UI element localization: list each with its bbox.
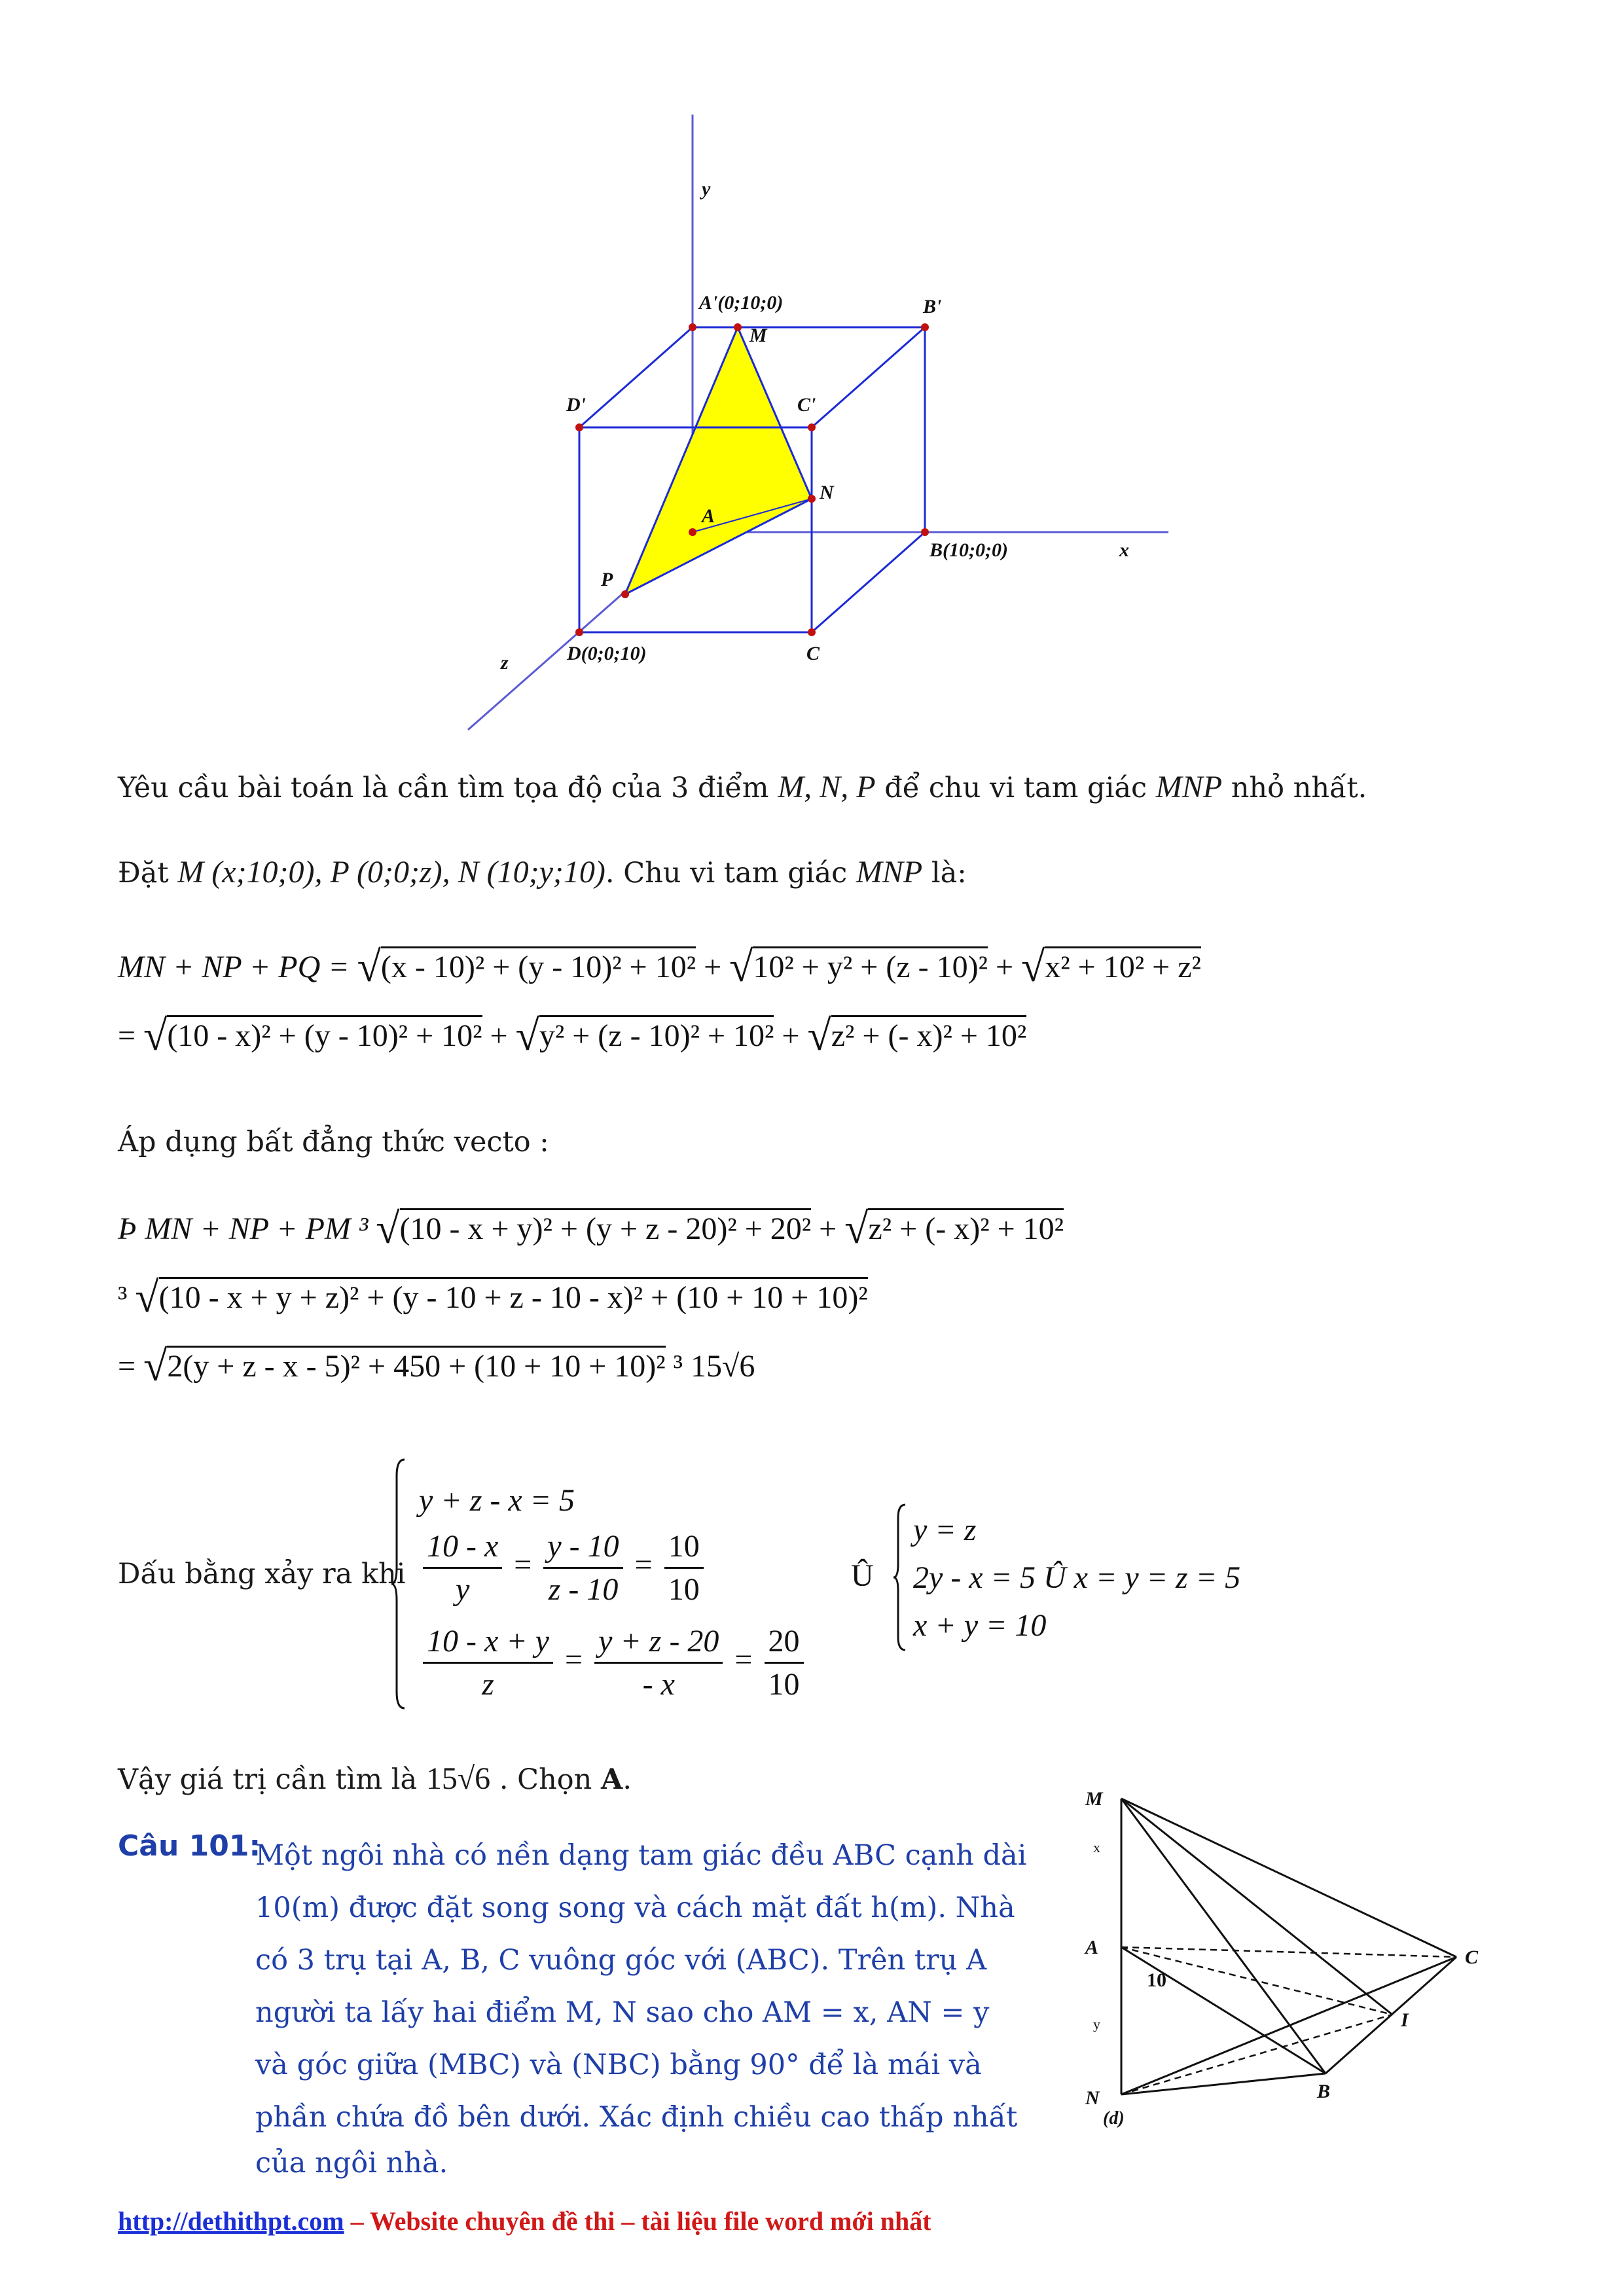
intro-text-c: nhỏ nhất. xyxy=(1231,772,1367,804)
label-z-axis: z xyxy=(501,652,509,673)
label-n: N xyxy=(820,482,834,503)
system1-row-1 xyxy=(419,1482,575,1518)
vertex-c-prime xyxy=(808,423,816,431)
eq2-lhs: = xyxy=(118,1018,136,1053)
system2-row-2-text: 2y - x = 5 xyxy=(913,1560,1036,1595)
sys1-f3-num: 10 xyxy=(664,1528,704,1569)
cube-edge xyxy=(812,532,925,632)
question-label-text: Câu 101: xyxy=(118,1829,261,1863)
intro-points: M, N, P xyxy=(778,770,876,804)
sys1-f2-num: y - 10 xyxy=(543,1528,623,1569)
roof-figure xyxy=(1074,1767,1492,2140)
question-line-2: 10(m) được đặt song song và cách mặt đất h(m). Nhà xyxy=(255,1892,1015,1924)
conclusion-end: . xyxy=(623,1763,632,1796)
eq1-plus-1: + xyxy=(704,950,722,984)
eq4-lhs: ³ xyxy=(118,1280,128,1315)
sys1-eq-3: = xyxy=(564,1642,583,1677)
eq1-root-3: x² + 10² + z² xyxy=(1045,946,1201,984)
eq1-root-1: (x - 10)² + (y - 10)² + 10² xyxy=(381,946,696,984)
question-line-3: có 3 trụ tại A, B, C vuông góc với (ABC). Trên trụ A xyxy=(255,1944,987,1977)
fig2-label-ten: 10 xyxy=(1147,1969,1166,1991)
point-n xyxy=(808,495,816,503)
question-label xyxy=(118,1829,261,1863)
system1-row-3 xyxy=(419,1623,808,1702)
segment-ac-dashed xyxy=(1121,1947,1456,1957)
system1-row-2 xyxy=(419,1528,708,1607)
sqrt-icon: √ xyxy=(135,1274,159,1321)
fig2-label-b: B xyxy=(1317,2081,1331,2102)
eq3-plus-1: + xyxy=(819,1211,837,1246)
cube-edge xyxy=(812,327,925,427)
sys1-eq-2: = xyxy=(634,1547,653,1583)
question-line-1: Một ngôi nhà có nền dạng tam giác đều ABC cạnh dài xyxy=(255,1839,1027,1872)
sys1-eq-1: = xyxy=(514,1547,532,1583)
intro-paragraph xyxy=(118,769,1367,805)
question-body xyxy=(255,1829,1047,2183)
sqrt-icon: √ xyxy=(807,1012,831,1060)
label-y-axis: y xyxy=(702,178,711,200)
label-p: P xyxy=(601,569,613,590)
fig2-label-d: (d) xyxy=(1103,2108,1125,2128)
label-b: B(10;0;0) xyxy=(929,539,1008,561)
eq5-tail: ³ 15√6 xyxy=(673,1349,755,1384)
vertex-d-prime xyxy=(575,423,583,431)
equality-lead xyxy=(118,1558,405,1590)
label-m: M xyxy=(749,325,767,346)
label-a: A xyxy=(702,505,715,527)
cube-edge xyxy=(579,327,693,427)
sqrt-icon: √ xyxy=(515,1012,539,1060)
setup-text-a: Đặt xyxy=(118,857,169,889)
eq2-plus-1: + xyxy=(490,1018,508,1053)
eq1-plus-2: + xyxy=(995,950,1014,984)
footer-text: – Website chuyên đề thi – tài liệu file word mới nhất xyxy=(344,2206,931,2236)
segment-ni-dashed xyxy=(1121,2015,1392,2094)
equation-line-3 xyxy=(118,1204,1064,1254)
sqrt-icon: √ xyxy=(357,943,381,991)
setup-expression: M (x;10;0), P (0;0;z), N (10;y;10) xyxy=(177,855,605,889)
system-brace-1 xyxy=(391,1456,411,1712)
vertex-b xyxy=(921,528,929,536)
eq1-lhs: MN + NP + PQ = xyxy=(118,950,350,984)
eq3-lhs: Þ MN + NP + PM ³ xyxy=(118,1211,369,1246)
eq4-root-1: (10 - x + y + z)² + (y - 10 + z - 10 - x)² + (10 + 10 + 10)² xyxy=(159,1277,868,1315)
eq5-root-1: 2(y + z - x - 5)² + 450 + (10 + 10 + 10)² xyxy=(167,1346,665,1384)
segment-ab xyxy=(1121,1947,1326,2073)
label-d: D(0;0;10) xyxy=(567,643,647,664)
sqrt-icon: √ xyxy=(844,1205,869,1253)
setup-triangle: MNP xyxy=(856,855,923,889)
system1-row-1-text: y + z - x = 5 xyxy=(419,1483,575,1518)
sqrt-icon: √ xyxy=(143,1012,168,1060)
cube-figure xyxy=(0,0,1624,753)
label-b-prime: B' xyxy=(923,296,942,317)
question-line-5: và góc giữa (MBC) và (NBC) bằng 90° để là mái và xyxy=(255,2049,982,2081)
system2-row-1-text: y = z xyxy=(913,1513,977,1547)
equation-line-4 xyxy=(118,1273,868,1323)
vertex-d xyxy=(575,628,583,636)
label-d-prime: D' xyxy=(566,394,586,416)
system2-row-3-text: x + y = 10 xyxy=(913,1608,1047,1643)
sqrt-icon: √ xyxy=(376,1205,400,1253)
system2-result: Û x = y = z = 5 xyxy=(1043,1560,1241,1595)
eq3-root-1: (10 - x + y)² + (y + z - 20)² + 20² xyxy=(400,1208,812,1246)
conclusion-choice: A xyxy=(601,1763,623,1796)
sys1-f5-num: y + z - 20 xyxy=(594,1623,723,1664)
eq1-root-2: 10² + y² + (z - 10)² xyxy=(753,946,988,984)
equation-line-5 xyxy=(118,1342,755,1391)
label-x-axis: x xyxy=(1119,539,1129,561)
eq5-lhs: = xyxy=(118,1349,136,1384)
triangle-mnp xyxy=(625,327,812,594)
question-line-6: phần chứa đồ bên dưới. Xác định chiều cao thấp nhất xyxy=(255,2101,1018,2134)
sqrt-icon: √ xyxy=(729,943,753,991)
footer xyxy=(118,2206,931,2236)
label-c: C xyxy=(806,643,820,664)
conclusion-text-b: . Chọn xyxy=(499,1763,592,1796)
setup-text-b: . Chu vi tam giác xyxy=(605,857,848,889)
vertex-a xyxy=(689,528,696,536)
apply-text: Áp dụng bất đẳng thức vecto : xyxy=(118,1126,549,1158)
fig2-label-y: y xyxy=(1093,2016,1100,2032)
apply-paragraph xyxy=(118,1126,549,1158)
setup-text-c: là: xyxy=(931,857,967,889)
sys1-f3-den: 10 xyxy=(668,1572,700,1607)
segment-nb xyxy=(1121,2073,1326,2094)
sys1-f6-den: 10 xyxy=(768,1667,800,1702)
intro-text-b: để chu vi tam giác xyxy=(884,772,1147,804)
system-brace-2 xyxy=(893,1502,911,1653)
sys1-f2-den: z - 10 xyxy=(548,1572,619,1607)
eq2-root-1: (10 - x)² + (y - 10)² + 10² xyxy=(167,1015,482,1053)
system2-row-2 xyxy=(913,1560,1240,1596)
label-c-prime: C' xyxy=(797,394,816,416)
vertex-c xyxy=(808,628,816,636)
system2-row-1 xyxy=(913,1512,976,1548)
fig2-label-m: M xyxy=(1085,1788,1103,1810)
eq2-root-3: z² + (- x)² + 10² xyxy=(831,1015,1027,1053)
sys1-f1-den: y xyxy=(455,1572,470,1607)
vertex-a-prime xyxy=(689,323,696,331)
fig2-label-n: N xyxy=(1085,2087,1100,2109)
iff-text: Û xyxy=(851,1558,874,1593)
fig2-label-c: C xyxy=(1465,1946,1479,1968)
sqrt-icon: √ xyxy=(143,1342,168,1390)
fig2-label-a: A xyxy=(1085,1937,1099,1958)
eq3-root-2: z² + (- x)² + 10² xyxy=(868,1208,1064,1246)
fig2-label-i: I xyxy=(1401,2009,1409,2031)
question-line-4: người ta lấy hai điểm M, N sao cho AM = x, AN = y xyxy=(255,1996,990,2029)
sqrt-icon: √ xyxy=(1021,943,1045,991)
intro-triangle: MNP xyxy=(1155,770,1223,804)
footer-link[interactable]: http://dethithpt.com xyxy=(118,2206,344,2236)
eq2-plus-2: + xyxy=(782,1018,800,1053)
intro-text-a: Yêu cầu bài toán là cần tìm tọa độ của 3 điểm xyxy=(118,772,769,804)
eq2-root-2: y² + (z - 10)² + 10² xyxy=(539,1015,774,1053)
sys1-f5-den: - x xyxy=(642,1667,675,1702)
iff-symbol xyxy=(851,1558,874,1594)
equation-line-1 xyxy=(118,942,1201,992)
conclusion-text-a: Vậy giá trị cần tìm là xyxy=(118,1763,418,1796)
equation-line-2 xyxy=(118,1011,1026,1061)
sys1-f4-den: z xyxy=(482,1667,494,1702)
sys1-f4-num: 10 - x + y xyxy=(423,1623,553,1664)
fig2-label-x: x xyxy=(1093,1839,1100,1856)
setup-paragraph xyxy=(118,854,967,890)
vertex-b-prime xyxy=(921,323,929,331)
point-p xyxy=(621,590,629,598)
sys1-eq-4: = xyxy=(734,1642,753,1677)
question-line-7: của ngôi nhà. xyxy=(255,2147,448,2179)
equality-lead-text: Dấu bằng xảy ra khi xyxy=(118,1558,406,1590)
conclusion-value: 15√6 xyxy=(425,1761,491,1796)
sys1-f1-num: 10 - x xyxy=(423,1528,502,1569)
sys1-f6-num: 20 xyxy=(765,1623,804,1664)
system2-row-3 xyxy=(913,1607,1046,1643)
conclusion-paragraph xyxy=(118,1761,632,1797)
point-m xyxy=(734,323,742,331)
label-a-prime: A'(0;10;0) xyxy=(699,292,784,314)
